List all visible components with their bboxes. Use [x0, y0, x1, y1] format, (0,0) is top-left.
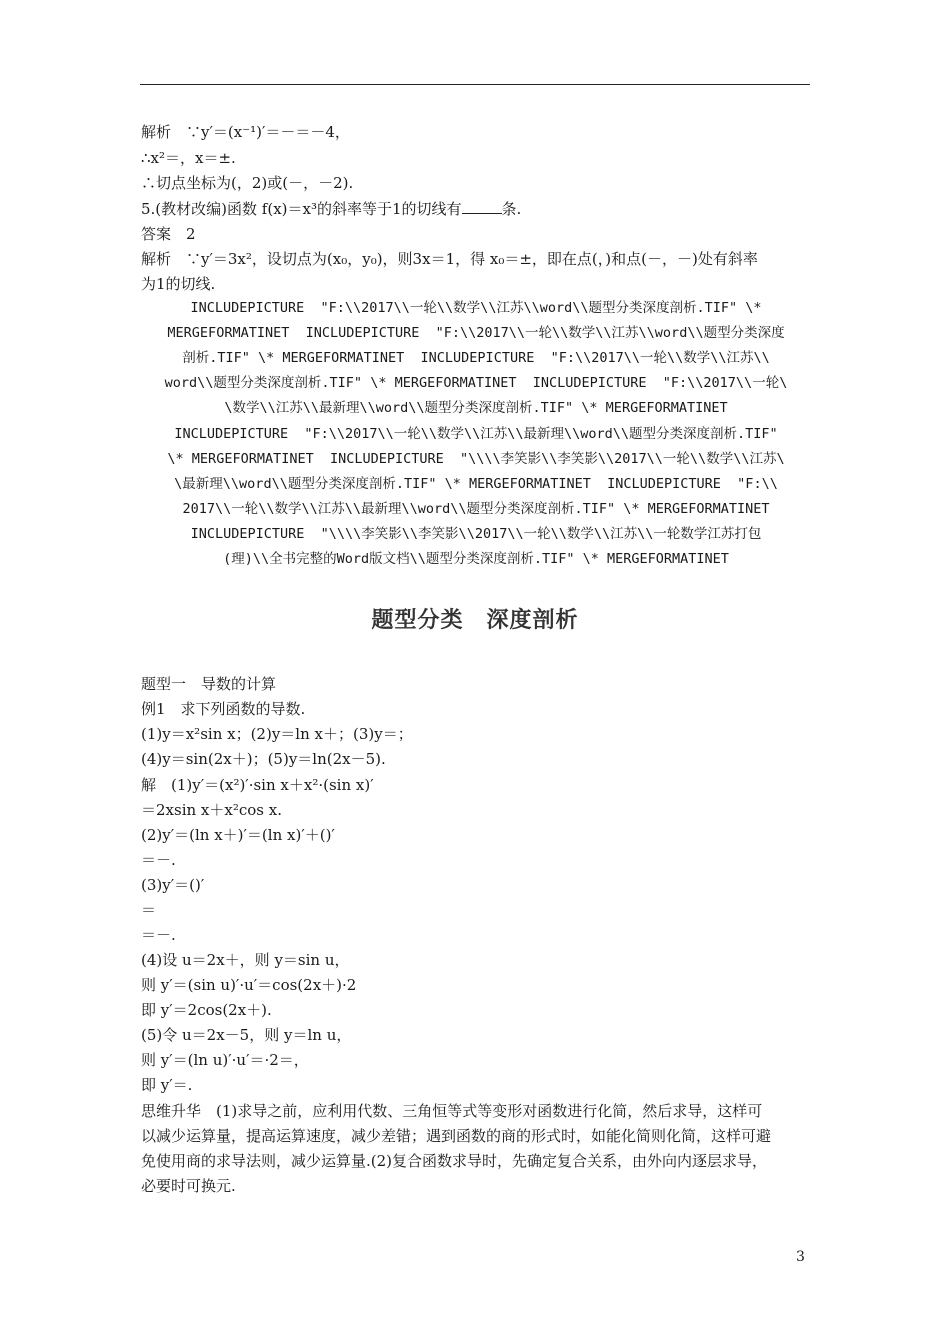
- field-code-line: word\\题型分类深度剖析.TIF" \* MERGEFORMATINET INCLUDEPICTURE "F:\\2017\\一轮\: [164, 375, 788, 391]
- header-rule: [140, 84, 810, 85]
- text-line: (2)y′＝(ln x＋)′＝(ln x)′＋()′: [141, 826, 335, 844]
- field-code-line: INCLUDEPICTURE "\\\\李笑影\\李笑影\\2017\\一轮\\数学\\江苏\\一轮数学江苏打包: [190, 526, 762, 542]
- section-title: 题型分类 深度剖析: [371, 608, 579, 633]
- question-5: [141, 199, 521, 219]
- field-code-line: \最新理\\word\\题型分类深度剖析.TIF" \* MERGEFORMATINET INCLUDEPICTURE "F:\\: [174, 476, 778, 492]
- field-code-line: \* MERGEFORMATINET INCLUDEPICTURE "\\\\李笑影\\李笑影\\2017\\一轮\\数学\\江苏\: [167, 451, 785, 467]
- text-line: (1)y＝x²sin x；(2)y＝ln x＋；(3)y＝；: [141, 725, 413, 743]
- answer-blank: [462, 199, 502, 214]
- summary-line: 思维升华 (1)求导之前，应利用代数、三角恒等式等变形对函数进行化简，然后求导，这样可: [141, 1102, 763, 1120]
- text-line: (4)设 u＝2x＋，则 y＝sin u，: [141, 951, 350, 969]
- summary-line: 必要时可换元.: [141, 1177, 236, 1195]
- field-code-line: MERGEFORMATINET INCLUDEPICTURE "F:\\2017\\一轮\\数学\\江苏\\word\\题型分类深度: [167, 325, 785, 341]
- text-line: (3)y′＝()′: [141, 876, 205, 894]
- field-code-line: \数学\\江苏\\最新理\\word\\题型分类深度剖析.TIF" \* MERGEFORMATINET: [224, 400, 728, 416]
- answer-line: 答案 2: [141, 225, 196, 243]
- text-line: 即 y′＝.: [141, 1076, 193, 1094]
- field-code-line: INCLUDEPICTURE "F:\\2017\\一轮\\数学\\江苏\\最新理\\word\\题型分类深度剖析.TIF": [174, 426, 778, 442]
- example-heading: 例1 求下列函数的导数.: [141, 700, 306, 718]
- question-5-tail: 条.: [501, 200, 522, 218]
- topic-heading: 题型一 导数的计算: [141, 675, 277, 693]
- field-code-line: 2017\\一轮\\数学\\江苏\\最新理\\word\\题型分类深度剖析.TIF" \* MERGEFORMATINET: [182, 501, 770, 517]
- text-line: ＝2xsin x＋x²cos x.: [141, 801, 282, 819]
- text-line: 解析 ∵y′＝(x⁻¹)′＝－＝－4，: [141, 123, 350, 141]
- text-line: ＝: [141, 901, 157, 919]
- summary-line: 以减少运算量，提高运算速度，减少差错；遇到函数的商的形式时，如能化简则化简，这样可避: [141, 1127, 772, 1145]
- summary-line: 免使用商的求导法则，减少运算量.(2)复合函数求导时，先确定复合关系，由外向内逐层求导，: [141, 1152, 768, 1170]
- text-line: 为1的切线.: [141, 275, 216, 293]
- field-code-line: INCLUDEPICTURE "F:\\2017\\一轮\\数学\\江苏\\word\\题型分类深度剖析.TIF" \*: [190, 300, 762, 316]
- page-number: 3: [796, 1249, 805, 1265]
- text-line: 则 y′＝(sin u)′·u′＝cos(2x＋)·2: [141, 976, 357, 994]
- text-line: ＝－.: [141, 926, 176, 944]
- text-line: 解 (1)y′＝(x²)′·sin x＋x²·(sin x)′: [141, 776, 374, 794]
- text-line: 则 y′＝(ln u)′·u′＝·2＝，: [141, 1051, 309, 1069]
- text-line: ∴切点坐标为(，2)或(－，－2).: [141, 174, 354, 192]
- text-line: ＝－.: [141, 851, 176, 869]
- text-line: ∴x²＝，x＝±.: [141, 149, 236, 167]
- question-5-stem: 5.(教材改编)函数 f(x)＝x³的斜率等于1的切线有: [141, 200, 462, 218]
- field-code-line: 剖析.TIF" \* MERGEFORMATINET INCLUDEPICTURE "F:\\2017\\一轮\\数学\\江苏\\: [182, 350, 770, 366]
- text-line: (4)y＝sin(2x＋)；(5)y＝ln(2x－5).: [141, 750, 386, 768]
- text-line: (5)令 u＝2x－5，则 y＝ln u，: [141, 1026, 352, 1044]
- field-code-line: (理)\\全书完整的Word版文档\\题型分类深度剖析.TIF" \* MERGEFORMATINET: [223, 551, 729, 567]
- text-line: 即 y′＝2cos(2x＋).: [141, 1001, 272, 1019]
- text-line: 解析 ∵y′＝3x²，设切点为(x₀，y₀)，则3x＝1，得 x₀＝±，即在点(，)和点(－，－)处有斜率: [141, 250, 758, 268]
